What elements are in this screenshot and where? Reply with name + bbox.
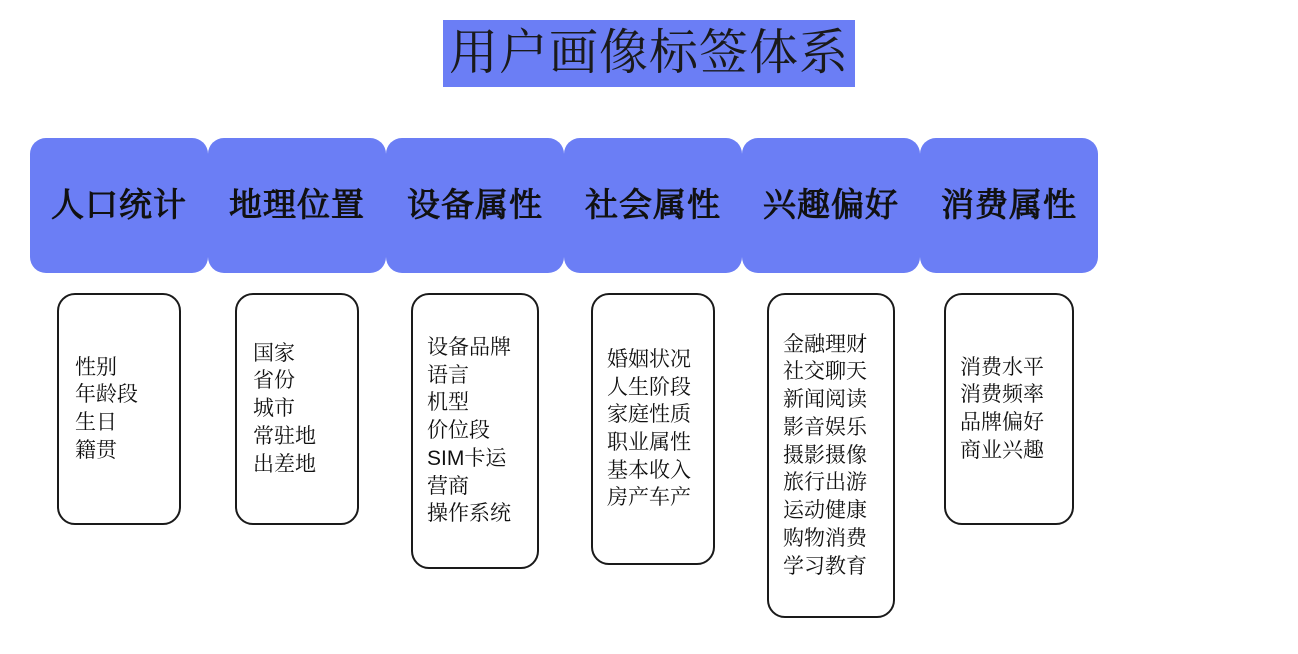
item-list-device-attributes <box>411 293 539 569</box>
list-item: 籍贯 <box>75 438 117 462</box>
list-item: 金融理财 <box>783 332 867 356</box>
list-item: 新闻阅读 <box>783 388 867 412</box>
list-item: 购物消费 <box>783 526 867 550</box>
list-item: 旅行出游 <box>783 471 867 495</box>
category-label: 兴趣偏好 <box>763 186 899 224</box>
list-item: 语言 <box>427 363 469 387</box>
list-item: 家庭性质 <box>607 403 691 427</box>
category-header-demographics <box>30 138 208 273</box>
list-item: 消费水平 <box>960 355 1044 379</box>
category-label: 人口统计 <box>51 186 187 224</box>
category-header-geolocation <box>208 138 386 273</box>
list-item: 摄影摄像 <box>783 443 867 467</box>
list-item: 人生阶段 <box>607 375 691 399</box>
list-item: 职业属性 <box>607 431 691 454</box>
item-list-consumption-attributes <box>944 293 1074 525</box>
category-column-consumption-attributes <box>920 138 1098 525</box>
item-list-demographics <box>57 293 181 525</box>
category-label: 设备属性 <box>407 186 543 224</box>
list-item: 年龄段 <box>75 383 138 407</box>
item-list-social-attributes <box>591 293 715 565</box>
category-label: 地理位置 <box>229 186 365 224</box>
diagram-title-wrapper <box>0 20 1298 87</box>
list-item: 房产车产 <box>607 486 691 510</box>
category-header-social-attributes <box>564 138 742 273</box>
list-item: 机型 <box>427 391 469 415</box>
list-item: 设备品牌 <box>427 335 511 359</box>
list-item: 省份 <box>253 369 295 393</box>
category-header-interest-preferences <box>742 138 920 273</box>
list-item: 性别 <box>75 355 117 379</box>
category-column-demographics <box>30 138 208 525</box>
list-item: 运动健康 <box>783 499 867 523</box>
list-item: 品牌偏好 <box>960 411 1044 434</box>
category-header-consumption-attributes <box>920 138 1098 273</box>
list-item: 常驻地 <box>253 424 316 448</box>
item-list-geolocation <box>235 293 359 525</box>
category-label: 社会属性 <box>585 186 721 224</box>
category-column-social-attributes <box>564 138 742 565</box>
item-list-interest-preferences <box>767 293 895 618</box>
list-item: 影音娱乐 <box>783 415 867 439</box>
list-item: 婚姻状况 <box>607 347 691 371</box>
category-column-interest-preferences <box>742 138 920 618</box>
list-item: 生日 <box>75 411 117 434</box>
category-column-device-attributes <box>386 138 564 569</box>
list-item: 社交聊天 <box>783 360 867 384</box>
list-item: 城市 <box>253 397 295 421</box>
category-column-geolocation <box>208 138 386 525</box>
page-title: 用户画像标签体系 <box>443 20 855 87</box>
list-item: 消费频率 <box>960 383 1044 407</box>
list-item: 商业兴趣 <box>960 438 1044 462</box>
list-item: 营商 <box>427 474 469 498</box>
list-item: 国家 <box>253 341 295 365</box>
list-item: 价位段 <box>427 419 490 443</box>
category-columns <box>30 138 1278 618</box>
category-label: 消费属性 <box>941 186 1077 224</box>
list-item: 操作系统 <box>427 502 511 526</box>
list-item: SIM卡运 <box>427 446 507 470</box>
category-header-device-attributes <box>386 138 564 273</box>
list-item: 学习教育 <box>783 554 867 578</box>
list-item: 基本收入 <box>607 458 691 482</box>
list-item: 出差地 <box>253 452 316 476</box>
